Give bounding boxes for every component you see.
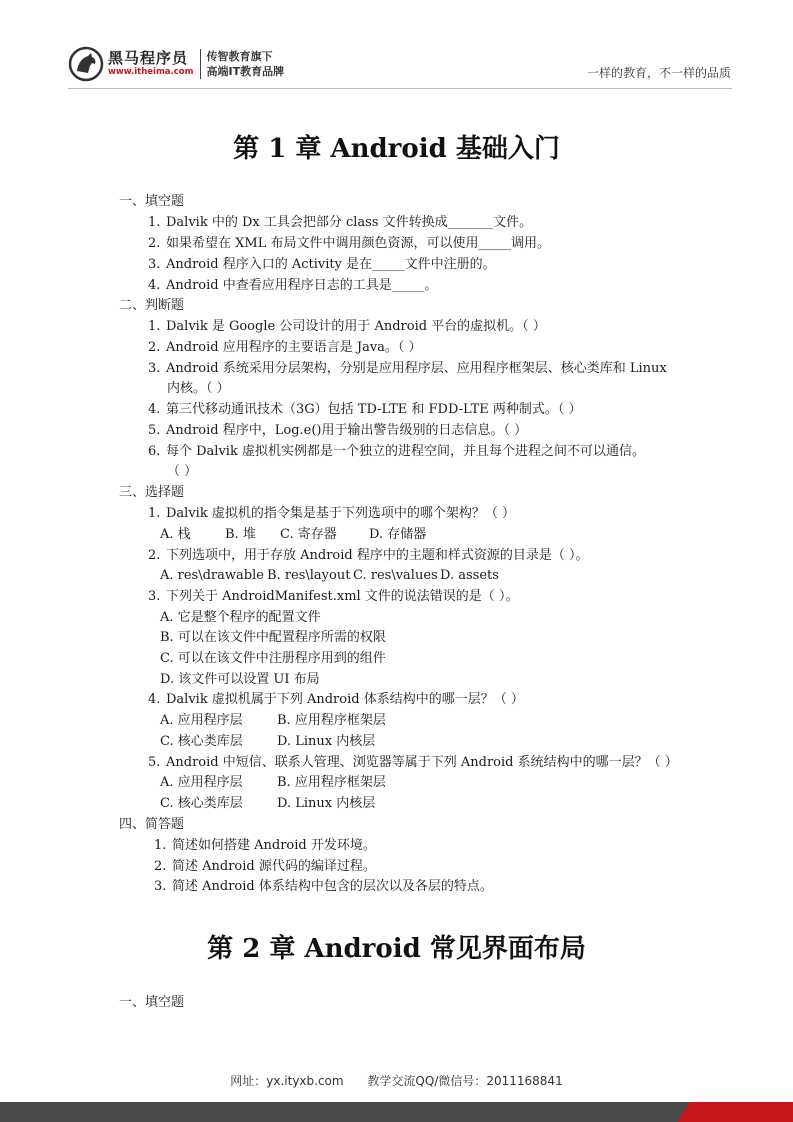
question-text: Android 程序入口的 Activity 是在_____文件中注册的。 [166,257,496,272]
short-question-3 [154,877,493,897]
judge-question-6 [148,442,645,462]
judge-question-6-continued: （ ） [167,464,198,479]
brand-url: www.itheima.com [108,67,194,77]
question-number: 4. [148,278,161,293]
question-text: 第三代移动通讯技术（3G）包括 TD-LTE 和 FDD-LTE 两种制式。（ ） [166,402,582,417]
question-number: 6. [148,444,161,459]
section-judge-heading: 二、判断题 [119,298,185,313]
question-text: 简述 Android 源代码的编译过程。 [172,859,376,874]
question-text: 下列关于 AndroidManifest.xml 文件的说法错误的是（ ）。 [166,589,519,604]
short-question-1 [154,836,376,856]
question-number: 4. [148,692,161,707]
brand-name: 黑马程序员 [108,49,189,67]
question-text: 如果希望在 XML 布局文件中调用颜色资源，可以使用_____调用。 [166,236,550,251]
choice-2-option-b: B. res\layout [267,568,351,583]
choice-5-option-c: C. 核心类库层 [160,796,243,811]
footer-accent [678,1102,793,1122]
choice-1-option-b: B. 堆 [225,527,256,542]
question-number: 5. [148,755,161,770]
choice-3-option-b: B. 可以在该文件中配置程序所需的权限 [160,630,386,645]
question-number: 2. [154,859,167,874]
choice-4-option-c: C. 核心类库层 [160,734,243,749]
header-rule [68,88,732,89]
question-text: Dalvik 虚拟机属于下列 Android 体系结构中的哪一层？（ ） [166,692,524,707]
question-text: Android 应用程序的主要语言是 Java。（ ） [166,340,422,355]
choice-question-2 [148,546,589,566]
choice-2-option-a: A. res\drawable [160,568,264,583]
question-number: 3. [148,361,161,376]
judge-question-3 [148,359,667,379]
footer-bar [0,1102,793,1122]
header-divider [200,49,201,79]
question-text: 简述如何搭建 Android 开发环境。 [172,838,376,853]
question-text: Android 程序中，Log.e()用于输出警告级别的日志信息。（ ） [166,423,528,438]
footer-website: 网址：yx.ityxb.com [230,1074,344,1088]
question-number: 1. [148,319,161,334]
question-number: 3. [148,257,161,272]
question-number: 1. [148,215,161,230]
choice-5-option-b: B. 应用程序框架层 [277,775,386,790]
question-number: 1. [154,838,167,853]
section-choice-heading: 三、选择题 [119,485,185,500]
choice-5-option-d: D. Linux 内核层 [277,796,376,811]
choice-3-option-c: C. 可以在该文件中注册程序用到的组件 [160,651,386,666]
page-header [0,0,793,100]
question-text: Android 中查看应用程序日志的工具是_____。 [166,278,438,293]
judge-question-5 [148,421,527,441]
question-text: Android 系统采用分层架构，分别是应用程序层、应用程序框架层、核心类库和 Linux [166,361,667,376]
choice-question-5 [148,753,678,773]
short-question-2 [154,857,376,877]
question-number: 3. [148,589,161,604]
question-text: 简述 Android 体系结构中包含的层次以及各层的特点。 [172,879,493,894]
choice-3-option-d: D. 该文件可以设置 UI 布局 [160,672,320,687]
judge-question-2 [148,338,422,358]
tagline-line-2: 高端IT教育品牌 [206,65,285,78]
question-number: 3. [154,879,167,894]
question-number: 2. [148,340,161,355]
choice-4-option-a: A. 应用程序层 [160,713,243,728]
judge-question-3-continued: 内核。（ ） [167,381,230,396]
judge-question-1 [148,317,546,337]
page-footer [0,1072,793,1089]
choice-4-option-d: D. Linux 内核层 [277,734,376,749]
footer-contact: 教学交流QQ/微信号：2011168841 [367,1074,563,1088]
question-text: 每个 Dalvik 虚拟机实例都是一个独立的进程空间，并且每个进程之间不可以通信。 [166,444,645,459]
question-text: Dalvik 中的 Dx 工具会把部分 class 文件转换成_______文件。 [166,215,533,230]
fill-question-1 [148,213,532,233]
horse-logo-icon [68,46,104,82]
tagline-line-1: 传智教育旗下 [206,50,273,63]
judge-question-4 [148,400,582,420]
choice-3-option-a: A. 它是整个程序的配置文件 [160,610,321,625]
fill-question-3 [148,255,496,275]
choice-question-1 [148,504,515,524]
section-fill-heading: 一、填空题 [119,194,185,209]
chapter-2-fill-heading: 一、填空题 [119,995,185,1010]
brand-logo [68,44,284,84]
choice-question-3 [148,587,518,607]
section-short-heading: 四、简答题 [119,817,185,832]
choice-4-option-b: B. 应用程序框架层 [277,713,386,728]
choice-2-option-c: C. res\values [353,568,438,583]
choice-1-option-d: D. 存储器 [369,527,427,542]
tagline [207,49,285,79]
question-number: 1. [148,506,161,521]
slogan: 一样的教育，不一样的品质 [586,66,731,80]
question-text: Android 中短信、联系人管理、浏览器等属于下列 Android 系统结构中的哪一层？（ ） [166,755,678,770]
fill-question-2 [148,234,550,254]
question-number: 2. [148,548,161,563]
question-text: Dalvik 是 Google 公司设计的用于 Android 平台的虚拟机。（ ） [166,319,546,334]
question-number: 2. [148,236,161,251]
choice-1-option-c: C. 寄存器 [280,527,337,542]
question-number: 4. [148,402,161,417]
choice-2-option-d: D. assets [440,568,499,583]
brand-text [108,50,194,78]
question-text: 下列选项中，用于存放 Android 程序中的主题和样式资源的目录是（ ）。 [166,548,589,563]
choice-question-4 [148,690,524,710]
question-number: 5. [148,423,161,438]
question-text: Dalvik 虚拟机的指令集是基于下列选项中的哪个架构？（ ） [166,506,515,521]
chapter-2-title: 第 2 章 Android 常见界面布局 [207,934,586,964]
fill-question-4 [148,276,437,296]
chapter-1-title: 第 1 章 Android 基础入门 [233,134,560,164]
choice-5-option-a: A. 应用程序层 [160,775,243,790]
choice-1-option-a: A. 栈 [160,527,191,542]
